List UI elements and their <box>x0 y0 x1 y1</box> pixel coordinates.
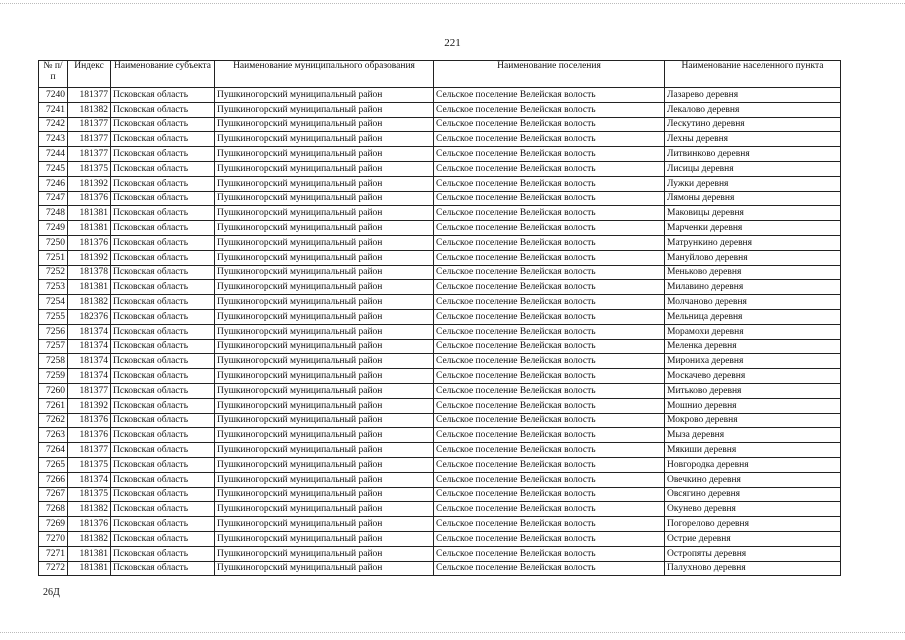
cell-settlement: Сельское поселение Велейская волость <box>434 354 665 369</box>
cell-locality: Овсягино деревня <box>665 487 841 502</box>
cell-municipality: Пушкиногорский муниципальный район <box>215 546 434 561</box>
table-row <box>39 280 841 295</box>
cell-settlement: Сельское поселение Велейская волость <box>434 235 665 250</box>
cell-municipality: Пушкиногорский муниципальный район <box>215 413 434 428</box>
header-settlement: Наименование поселения <box>434 61 665 88</box>
cell-index: 181374 <box>68 324 111 339</box>
cell-subject: Псковская область <box>111 531 215 546</box>
table-row <box>39 398 841 413</box>
table-row <box>39 117 841 132</box>
cell-locality: Палухново деревня <box>665 561 841 576</box>
table-row <box>39 457 841 472</box>
cell-municipality: Пушкиногорский муниципальный район <box>215 383 434 398</box>
cell-subject: Псковская область <box>111 117 215 132</box>
table-row <box>39 472 841 487</box>
cell-index: 181378 <box>68 265 111 280</box>
table-row <box>39 309 841 324</box>
cell-locality: Маковицы деревня <box>665 206 841 221</box>
cell-index: 181381 <box>68 206 111 221</box>
cell-locality: Погорелово деревня <box>665 517 841 532</box>
cell-subject: Псковская область <box>111 369 215 384</box>
table-row <box>39 502 841 517</box>
cell-subject: Псковская область <box>111 472 215 487</box>
cell-locality: Лекалово деревня <box>665 102 841 117</box>
cell-index: 181377 <box>68 117 111 132</box>
cell-municipality: Пушкиногорский муниципальный район <box>215 309 434 324</box>
cell-num: 7240 <box>39 88 68 103</box>
cell-municipality: Пушкиногорский муниципальный район <box>215 250 434 265</box>
cell-subject: Псковская область <box>111 132 215 147</box>
cell-index: 181382 <box>68 502 111 517</box>
cell-subject: Псковская область <box>111 398 215 413</box>
cell-settlement: Сельское поселение Велейская волость <box>434 280 665 295</box>
cell-settlement: Сельское поселение Велейская волость <box>434 161 665 176</box>
cell-subject: Псковская область <box>111 443 215 458</box>
cell-settlement: Сельское поселение Велейская волость <box>434 487 665 502</box>
table-row <box>39 517 841 532</box>
cell-index: 181381 <box>68 221 111 236</box>
scan-edge-bottom <box>0 632 905 634</box>
table-row <box>39 235 841 250</box>
cell-locality: Митьково деревня <box>665 383 841 398</box>
cell-subject: Псковская область <box>111 147 215 162</box>
cell-settlement: Сельское поселение Велейская волость <box>434 546 665 561</box>
cell-index: 182376 <box>68 309 111 324</box>
cell-subject: Псковская область <box>111 265 215 280</box>
cell-locality: Мельница деревня <box>665 309 841 324</box>
cell-num: 7244 <box>39 147 68 162</box>
cell-municipality: Пушкиногорский муниципальный район <box>215 369 434 384</box>
cell-num: 7265 <box>39 457 68 472</box>
cell-subject: Псковская область <box>111 487 215 502</box>
cell-num: 7246 <box>39 176 68 191</box>
cell-subject: Псковская область <box>111 161 215 176</box>
cell-subject: Псковская область <box>111 250 215 265</box>
cell-num: 7251 <box>39 250 68 265</box>
cell-index: 181381 <box>68 561 111 576</box>
cell-locality: Матрункино деревня <box>665 235 841 250</box>
cell-num: 7243 <box>39 132 68 147</box>
cell-settlement: Сельское поселение Велейская волость <box>434 206 665 221</box>
cell-municipality: Пушкиногорский муниципальный район <box>215 206 434 221</box>
cell-municipality: Пушкиногорский муниципальный район <box>215 191 434 206</box>
cell-subject: Псковская область <box>111 324 215 339</box>
header-index: Индекс <box>68 61 111 88</box>
cell-settlement: Сельское поселение Велейская волость <box>434 117 665 132</box>
table-row <box>39 339 841 354</box>
cell-settlement: Сельское поселение Велейская волость <box>434 176 665 191</box>
table-row <box>39 191 841 206</box>
header-municipality: Наименование муниципального образования <box>215 61 434 88</box>
cell-num: 7264 <box>39 443 68 458</box>
table-row <box>39 383 841 398</box>
table-row <box>39 546 841 561</box>
cell-subject: Псковская область <box>111 354 215 369</box>
cell-locality: Новгородка деревня <box>665 457 841 472</box>
cell-locality: Мирониха деревня <box>665 354 841 369</box>
table-header-row <box>39 61 841 88</box>
cell-settlement: Сельское поселение Велейская волость <box>434 472 665 487</box>
footer-mark: 26Д <box>43 587 60 598</box>
cell-locality: Меньково деревня <box>665 265 841 280</box>
cell-locality: Острие деревня <box>665 531 841 546</box>
cell-subject: Псковская область <box>111 88 215 103</box>
cell-municipality: Пушкиногорский муниципальный район <box>215 176 434 191</box>
cell-locality: Морамохи деревня <box>665 324 841 339</box>
cell-subject: Псковская область <box>111 221 215 236</box>
table-row <box>39 88 841 103</box>
cell-index: 181375 <box>68 161 111 176</box>
cell-municipality: Пушкиногорский муниципальный район <box>215 295 434 310</box>
cell-municipality: Пушкиногорский муниципальный район <box>215 517 434 532</box>
cell-index: 181374 <box>68 472 111 487</box>
cell-locality: Меленка деревня <box>665 339 841 354</box>
cell-locality: Марченки деревня <box>665 221 841 236</box>
cell-locality: Милавино деревня <box>665 280 841 295</box>
cell-locality: Остропяты деревня <box>665 546 841 561</box>
table-row <box>39 324 841 339</box>
cell-index: 181392 <box>68 176 111 191</box>
cell-municipality: Пушкиногорский муниципальный район <box>215 221 434 236</box>
cell-settlement: Сельское поселение Велейская волость <box>434 369 665 384</box>
cell-num: 7268 <box>39 502 68 517</box>
cell-locality: Мошнио деревня <box>665 398 841 413</box>
table-row <box>39 369 841 384</box>
table-row <box>39 428 841 443</box>
cell-index: 181376 <box>68 428 111 443</box>
cell-subject: Псковская область <box>111 309 215 324</box>
header-num: № п/п <box>39 61 68 88</box>
cell-index: 181375 <box>68 487 111 502</box>
cell-num: 7255 <box>39 309 68 324</box>
cell-locality: Мокрово деревня <box>665 413 841 428</box>
cell-municipality: Пушкиногорский муниципальный район <box>215 398 434 413</box>
cell-index: 181374 <box>68 354 111 369</box>
cell-locality: Мыза деревня <box>665 428 841 443</box>
cell-subject: Псковская область <box>111 176 215 191</box>
cell-num: 7257 <box>39 339 68 354</box>
table-row <box>39 147 841 162</box>
table-row <box>39 295 841 310</box>
cell-settlement: Сельское поселение Велейская волость <box>434 339 665 354</box>
table-row <box>39 102 841 117</box>
cell-num: 7266 <box>39 472 68 487</box>
table-row <box>39 265 841 280</box>
cell-num: 7247 <box>39 191 68 206</box>
cell-locality: Москачево деревня <box>665 369 841 384</box>
cell-settlement: Сельское поселение Велейская волость <box>434 413 665 428</box>
cell-index: 181382 <box>68 295 111 310</box>
settlements-table <box>38 60 841 576</box>
table-row <box>39 132 841 147</box>
cell-municipality: Пушкиногорский муниципальный район <box>215 265 434 280</box>
table-row <box>39 443 841 458</box>
cell-subject: Псковская область <box>111 191 215 206</box>
cell-settlement: Сельское поселение Велейская волость <box>434 309 665 324</box>
cell-municipality: Пушкиногорский муниципальный район <box>215 502 434 517</box>
cell-subject: Псковская область <box>111 457 215 472</box>
cell-num: 7250 <box>39 235 68 250</box>
table-row <box>39 250 841 265</box>
cell-settlement: Сельское поселение Велейская волость <box>434 147 665 162</box>
cell-municipality: Пушкиногорский муниципальный район <box>215 443 434 458</box>
table-row <box>39 413 841 428</box>
cell-num: 7245 <box>39 161 68 176</box>
cell-index: 181374 <box>68 369 111 384</box>
cell-index: 181382 <box>68 531 111 546</box>
cell-municipality: Пушкиногорский муниципальный район <box>215 531 434 546</box>
cell-index: 181374 <box>68 339 111 354</box>
cell-locality: Лужки деревня <box>665 176 841 191</box>
cell-num: 7263 <box>39 428 68 443</box>
cell-num: 7242 <box>39 117 68 132</box>
cell-num: 7259 <box>39 369 68 384</box>
cell-settlement: Сельское поселение Велейская волость <box>434 324 665 339</box>
cell-settlement: Сельское поселение Велейская волость <box>434 531 665 546</box>
cell-num: 7271 <box>39 546 68 561</box>
cell-subject: Псковская область <box>111 502 215 517</box>
table-row <box>39 531 841 546</box>
table-row <box>39 487 841 502</box>
cell-index: 181381 <box>68 546 111 561</box>
cell-num: 7261 <box>39 398 68 413</box>
cell-index: 181376 <box>68 235 111 250</box>
cell-settlement: Сельское поселение Велейская волость <box>434 383 665 398</box>
cell-index: 181382 <box>68 102 111 117</box>
cell-index: 181377 <box>68 132 111 147</box>
cell-subject: Псковская область <box>111 546 215 561</box>
header-locality: Наименование населенного пункта <box>665 61 841 88</box>
cell-subject: Псковская область <box>111 295 215 310</box>
cell-subject: Псковская область <box>111 517 215 532</box>
cell-num: 7248 <box>39 206 68 221</box>
cell-settlement: Сельское поселение Велейская волость <box>434 88 665 103</box>
cell-municipality: Пушкиногорский муниципальный район <box>215 147 434 162</box>
cell-index: 181377 <box>68 443 111 458</box>
cell-settlement: Сельское поселение Велейская волость <box>434 191 665 206</box>
cell-subject: Псковская область <box>111 280 215 295</box>
cell-subject: Псковская область <box>111 383 215 398</box>
table-body <box>39 88 841 576</box>
table-row <box>39 206 841 221</box>
cell-municipality: Пушкиногорский муниципальный район <box>215 117 434 132</box>
cell-subject: Псковская область <box>111 102 215 117</box>
cell-num: 7252 <box>39 265 68 280</box>
cell-settlement: Сельское поселение Велейская волость <box>434 265 665 280</box>
cell-index: 181377 <box>68 88 111 103</box>
cell-locality: Лазарево деревня <box>665 88 841 103</box>
cell-settlement: Сельское поселение Велейская волость <box>434 221 665 236</box>
table-row <box>39 161 841 176</box>
cell-locality: Мякиши деревня <box>665 443 841 458</box>
header-subject: Наименование субъекта <box>111 61 215 88</box>
cell-municipality: Пушкиногорский муниципальный район <box>215 354 434 369</box>
cell-subject: Псковская область <box>111 339 215 354</box>
cell-settlement: Сельское поселение Велейская волость <box>434 102 665 117</box>
cell-locality: Лямоны деревня <box>665 191 841 206</box>
cell-municipality: Пушкиногорский муниципальный район <box>215 339 434 354</box>
cell-municipality: Пушкиногорский муниципальный район <box>215 428 434 443</box>
cell-num: 7249 <box>39 221 68 236</box>
cell-settlement: Сельское поселение Велейская волость <box>434 502 665 517</box>
cell-subject: Псковская область <box>111 235 215 250</box>
cell-settlement: Сельское поселение Велейская волость <box>434 457 665 472</box>
cell-num: 7241 <box>39 102 68 117</box>
cell-municipality: Пушкиногорский муниципальный район <box>215 561 434 576</box>
cell-index: 181375 <box>68 457 111 472</box>
cell-subject: Псковская область <box>111 206 215 221</box>
page-number: 221 <box>444 37 461 49</box>
cell-locality: Литвинково деревня <box>665 147 841 162</box>
cell-num: 7253 <box>39 280 68 295</box>
cell-settlement: Сельское поселение Велейская волость <box>434 250 665 265</box>
table-row <box>39 354 841 369</box>
cell-settlement: Сельское поселение Велейская волость <box>434 443 665 458</box>
cell-num: 7254 <box>39 295 68 310</box>
cell-index: 181376 <box>68 191 111 206</box>
cell-municipality: Пушкиногорский муниципальный район <box>215 88 434 103</box>
cell-num: 7258 <box>39 354 68 369</box>
cell-municipality: Пушкиногорский муниципальный район <box>215 102 434 117</box>
cell-municipality: Пушкиногорский муниципальный район <box>215 324 434 339</box>
cell-num: 7262 <box>39 413 68 428</box>
cell-settlement: Сельское поселение Велейская волость <box>434 561 665 576</box>
cell-municipality: Пушкиногорский муниципальный район <box>215 472 434 487</box>
cell-municipality: Пушкиногорский муниципальный район <box>215 280 434 295</box>
cell-index: 181392 <box>68 250 111 265</box>
cell-locality: Лехны деревня <box>665 132 841 147</box>
cell-locality: Овечкино деревня <box>665 472 841 487</box>
cell-locality: Окунево деревня <box>665 502 841 517</box>
cell-index: 181381 <box>68 280 111 295</box>
cell-index: 181377 <box>68 147 111 162</box>
cell-locality: Лисицы деревня <box>665 161 841 176</box>
cell-settlement: Сельское поселение Велейская волость <box>434 517 665 532</box>
cell-index: 181392 <box>68 398 111 413</box>
cell-locality: Мануйлово деревня <box>665 250 841 265</box>
cell-settlement: Сельское поселение Велейская волость <box>434 428 665 443</box>
cell-subject: Псковская область <box>111 561 215 576</box>
cell-subject: Псковская область <box>111 413 215 428</box>
cell-municipality: Пушкиногорский муниципальный район <box>215 161 434 176</box>
cell-settlement: Сельское поселение Велейская волость <box>434 132 665 147</box>
cell-locality: Лескутино деревня <box>665 117 841 132</box>
table-row <box>39 221 841 236</box>
cell-locality: Молчаново деревня <box>665 295 841 310</box>
cell-municipality: Пушкиногорский муниципальный район <box>215 235 434 250</box>
cell-municipality: Пушкиногорский муниципальный район <box>215 457 434 472</box>
table-row <box>39 176 841 191</box>
cell-num: 7267 <box>39 487 68 502</box>
cell-municipality: Пушкиногорский муниципальный район <box>215 132 434 147</box>
cell-num: 7269 <box>39 517 68 532</box>
scan-edge-top <box>0 3 905 5</box>
cell-num: 7256 <box>39 324 68 339</box>
cell-index: 181377 <box>68 383 111 398</box>
table-row <box>39 561 841 576</box>
cell-index: 181376 <box>68 413 111 428</box>
cell-subject: Псковская область <box>111 428 215 443</box>
cell-num: 7260 <box>39 383 68 398</box>
cell-settlement: Сельское поселение Велейская волость <box>434 295 665 310</box>
cell-num: 7270 <box>39 531 68 546</box>
cell-settlement: Сельское поселение Велейская волость <box>434 398 665 413</box>
cell-index: 181376 <box>68 517 111 532</box>
cell-num: 7272 <box>39 561 68 576</box>
cell-municipality: Пушкиногорский муниципальный район <box>215 487 434 502</box>
